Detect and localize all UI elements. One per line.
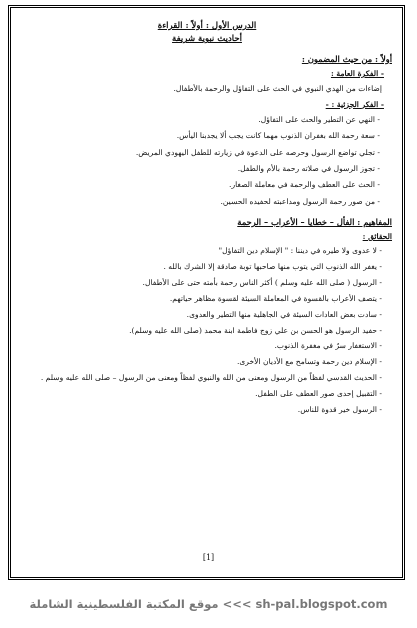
list-item: - الحديث القدسي لفظاً من الرسول ومعنى من الله والنبوي لفظاً ومعنى من الرسول – صلى الله عليه وسلم . <box>22 374 382 382</box>
partial-ideas-list <box>22 116 392 206</box>
list-item: - الرسول خير قدوة للناس. <box>22 406 382 414</box>
list-item: - الاستغفار سرٌ في مغفرة الذنوب. <box>22 342 382 350</box>
facts-heading: الحقائق : <box>362 232 392 242</box>
content-section-heading: أولاً : من حيث المضمون : <box>301 53 392 64</box>
list-item: - من صور رحمة الرسول ومداعبته لحفيده الحسين. <box>22 198 380 206</box>
concepts-heading: المفاهيم : الفأل – خطايا – الأعراب – الرحمة <box>237 216 392 227</box>
list-item: - تجوز الرسول في صلاته رحمة بالأم والطفل. <box>22 165 380 173</box>
facts-list <box>22 247 392 414</box>
list-item: - سعة رحمة الله بغفران الذنوب مهما كانت يجب ألا يجدبنا اليأس. <box>22 132 380 140</box>
lesson-subtitle: أحاديث نبوية شريفة <box>172 34 242 45</box>
list-item: - سادت بعض العادات السيئة في الجاهلية منها التطير والعدوى. <box>22 311 382 319</box>
page-number: [1] <box>202 553 215 562</box>
list-item: - التقبيل إحدى صور العطف على الطفل. <box>22 390 382 398</box>
general-idea-heading: - الفكرة العامة : <box>330 68 384 78</box>
list-item: - تجلي تواضع الرسول وحرصه على الدعوة في زيارته للطفل اليهودي المريض. <box>22 149 380 157</box>
general-idea-text: إضاءات من الهدي النبوي في الحث على التفاؤل والرحمة بالأطفال. <box>173 84 382 94</box>
document-body <box>22 22 392 422</box>
list-item: - الإسلام دين رحمة وتسامح مع الأديان الأخرى. <box>22 358 382 366</box>
site-footer: موقع المكتبة الفلسطينية الشاملة <<< sh-pal.blogspot.com <box>29 597 388 611</box>
partial-ideas-heading: - الفكر الجزئية : - <box>325 99 384 109</box>
list-item: - لا عدوى ولا طيره في ديننا : " الإسلام دين التفاؤل" <box>22 247 382 255</box>
list-item: - الحث على العطف والرحمة في معاملة الصغار. <box>22 181 380 189</box>
list-item: - حفيد الرسول هو الحسن بن علي زوج فاطمة ابنة محمد (صلى الله عليه وسلم). <box>22 327 382 335</box>
list-item: - يتصف الأعراب بالقسوة في المعاملة السيئة لقسوة مظاهر حياتهم. <box>22 295 382 303</box>
lesson-title: الدرس الأول : أولاً : القراءة <box>157 21 257 31</box>
list-item: - الرسول ( صلى الله عليه وسلم ) أكثر الناس رحمة بأمته حتى على الأطفال. <box>22 279 382 287</box>
list-item: - النهي عن التطير والحث على التفاؤل. <box>22 116 380 124</box>
list-item: - يغفر الله الذنوب التي يتوب منها صاحبها توبة صادقة إلا الشرك بالله . <box>22 263 382 271</box>
